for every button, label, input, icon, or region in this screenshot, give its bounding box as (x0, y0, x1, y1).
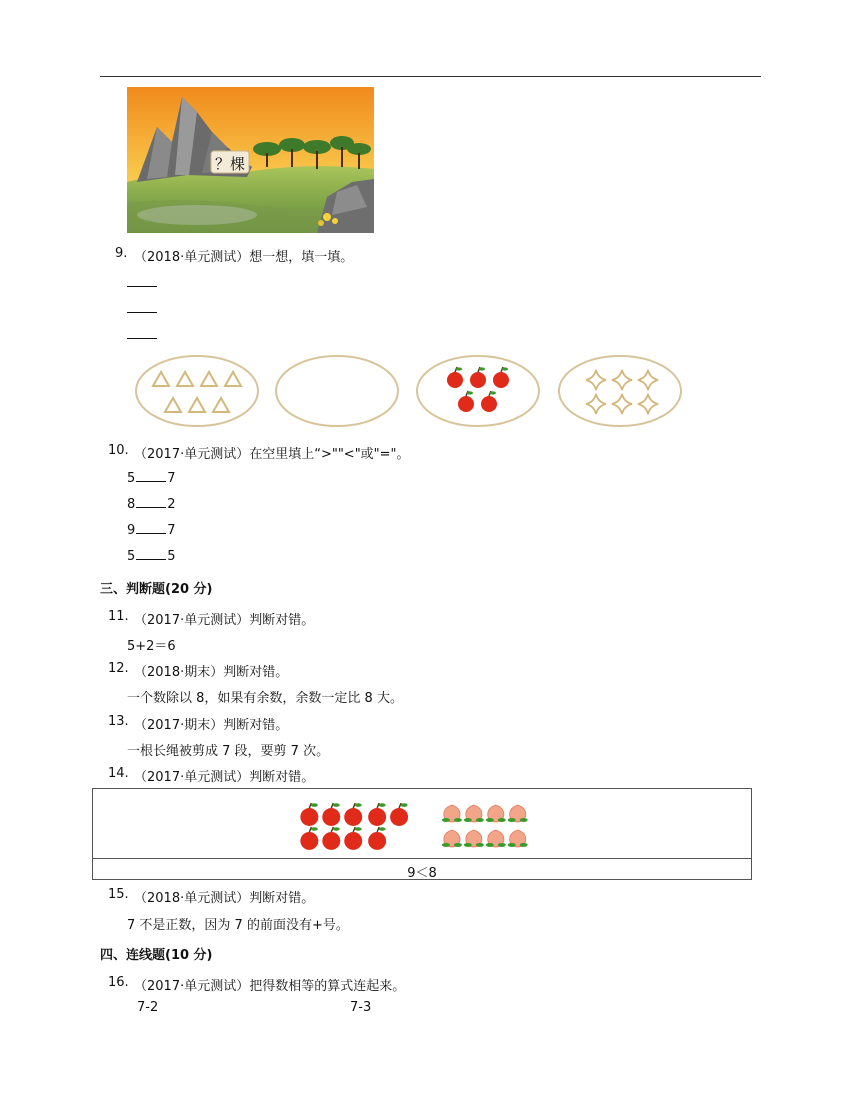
answer-blank[interactable] (136, 548, 166, 560)
apple-icon (300, 827, 318, 850)
q14-equation: 9＜8 (407, 866, 437, 881)
peach-icon (442, 805, 462, 822)
header-rule (100, 76, 761, 77)
q14-figure-table (92, 788, 752, 880)
right-number: 7 (167, 471, 176, 486)
apple-icon (322, 827, 340, 850)
right-number: 5 (167, 549, 176, 564)
peach-icon (464, 805, 484, 822)
q10-text: （2017·单元测试）在空里填上“>""<"或"="。 (134, 447, 410, 462)
section-heading: 三、判断题(20 分) (100, 582, 213, 597)
apple-icon (322, 803, 340, 826)
answer-blank[interactable] (127, 338, 157, 339)
q9-number: 9. (115, 246, 128, 261)
answer-blank[interactable] (127, 312, 157, 313)
compare-row (127, 496, 176, 512)
apple-icon (368, 803, 386, 826)
answer-blank[interactable] (136, 522, 166, 534)
peach-icon (442, 830, 462, 847)
apple-icon (344, 827, 362, 850)
answer-blank[interactable] (136, 496, 166, 508)
oval-stars (559, 356, 681, 426)
q14-number: 14. (108, 766, 129, 781)
answer-blank[interactable] (127, 286, 157, 287)
answer-blank[interactable] (136, 470, 166, 482)
q11-number: 11. (108, 609, 129, 624)
q12-number: 12. (108, 661, 129, 676)
oval-empty (276, 356, 398, 426)
peach-icon (464, 830, 484, 847)
star-group (586, 370, 658, 414)
compare-row (127, 470, 176, 486)
q13-number: 13. (108, 714, 129, 729)
table-divider (93, 858, 751, 859)
triangle-group (153, 372, 241, 412)
left-number: 8 (127, 497, 136, 512)
q13-body: 一根长绳被剪成 7 段，要剪 7 次。 (127, 744, 330, 759)
compare-row (127, 548, 176, 564)
q12-text: （2018·期末）判断对错。 (134, 665, 289, 680)
right-number: 7 (167, 523, 176, 538)
q16-text: （2017·单元测试）把得数相等的算式连起来。 (134, 979, 406, 994)
q14-text: （2017·单元测试）判断对错。 (134, 770, 315, 785)
peach-icon (486, 805, 506, 822)
q11-text: （2017·单元测试）判断对错。 (134, 613, 315, 628)
right-number: 2 (167, 497, 176, 512)
peach-icon (508, 805, 528, 822)
right-expression[interactable]: 7-3 (350, 1000, 372, 1015)
q9-figure-ovals (135, 354, 685, 430)
peach-icon (508, 830, 528, 847)
scene-label: ？棵 (215, 155, 246, 173)
q12-body: 一个数除以 8，如果有余数，余数一定比 8 大。 (127, 691, 403, 706)
mountain-scene-image (127, 87, 374, 233)
oval-triangles (136, 356, 258, 426)
apple-icon (300, 803, 318, 826)
apple-icon (390, 803, 408, 826)
apple-icon (368, 827, 386, 850)
q15-number: 15. (108, 887, 129, 902)
q13-text: （2017·期末）判断对错。 (134, 718, 289, 733)
apple-icon (344, 803, 362, 826)
apples-peaches-figure (93, 789, 751, 858)
apple-group (447, 367, 509, 412)
peach-icon (486, 830, 506, 847)
q9-text: （2018·单元测试）想一想，填一填。 (134, 250, 354, 265)
q15-body: 7 不是正数，因为 7 的前面没有+号。 (127, 918, 349, 933)
q10-number: 10. (108, 443, 129, 458)
q16-number: 16. (108, 975, 129, 990)
left-expression[interactable]: 7-2 (137, 1000, 159, 1015)
left-number: 9 (127, 523, 136, 538)
compare-row (127, 522, 176, 538)
q11-body: 5+2＝6 (127, 639, 176, 654)
q15-text: （2018·单元测试）判断对错。 (134, 891, 315, 906)
left-number: 5 (127, 471, 136, 486)
section-heading: 四、连线题(10 分) (100, 948, 213, 963)
oval-apples (417, 356, 539, 426)
left-number: 5 (127, 549, 136, 564)
